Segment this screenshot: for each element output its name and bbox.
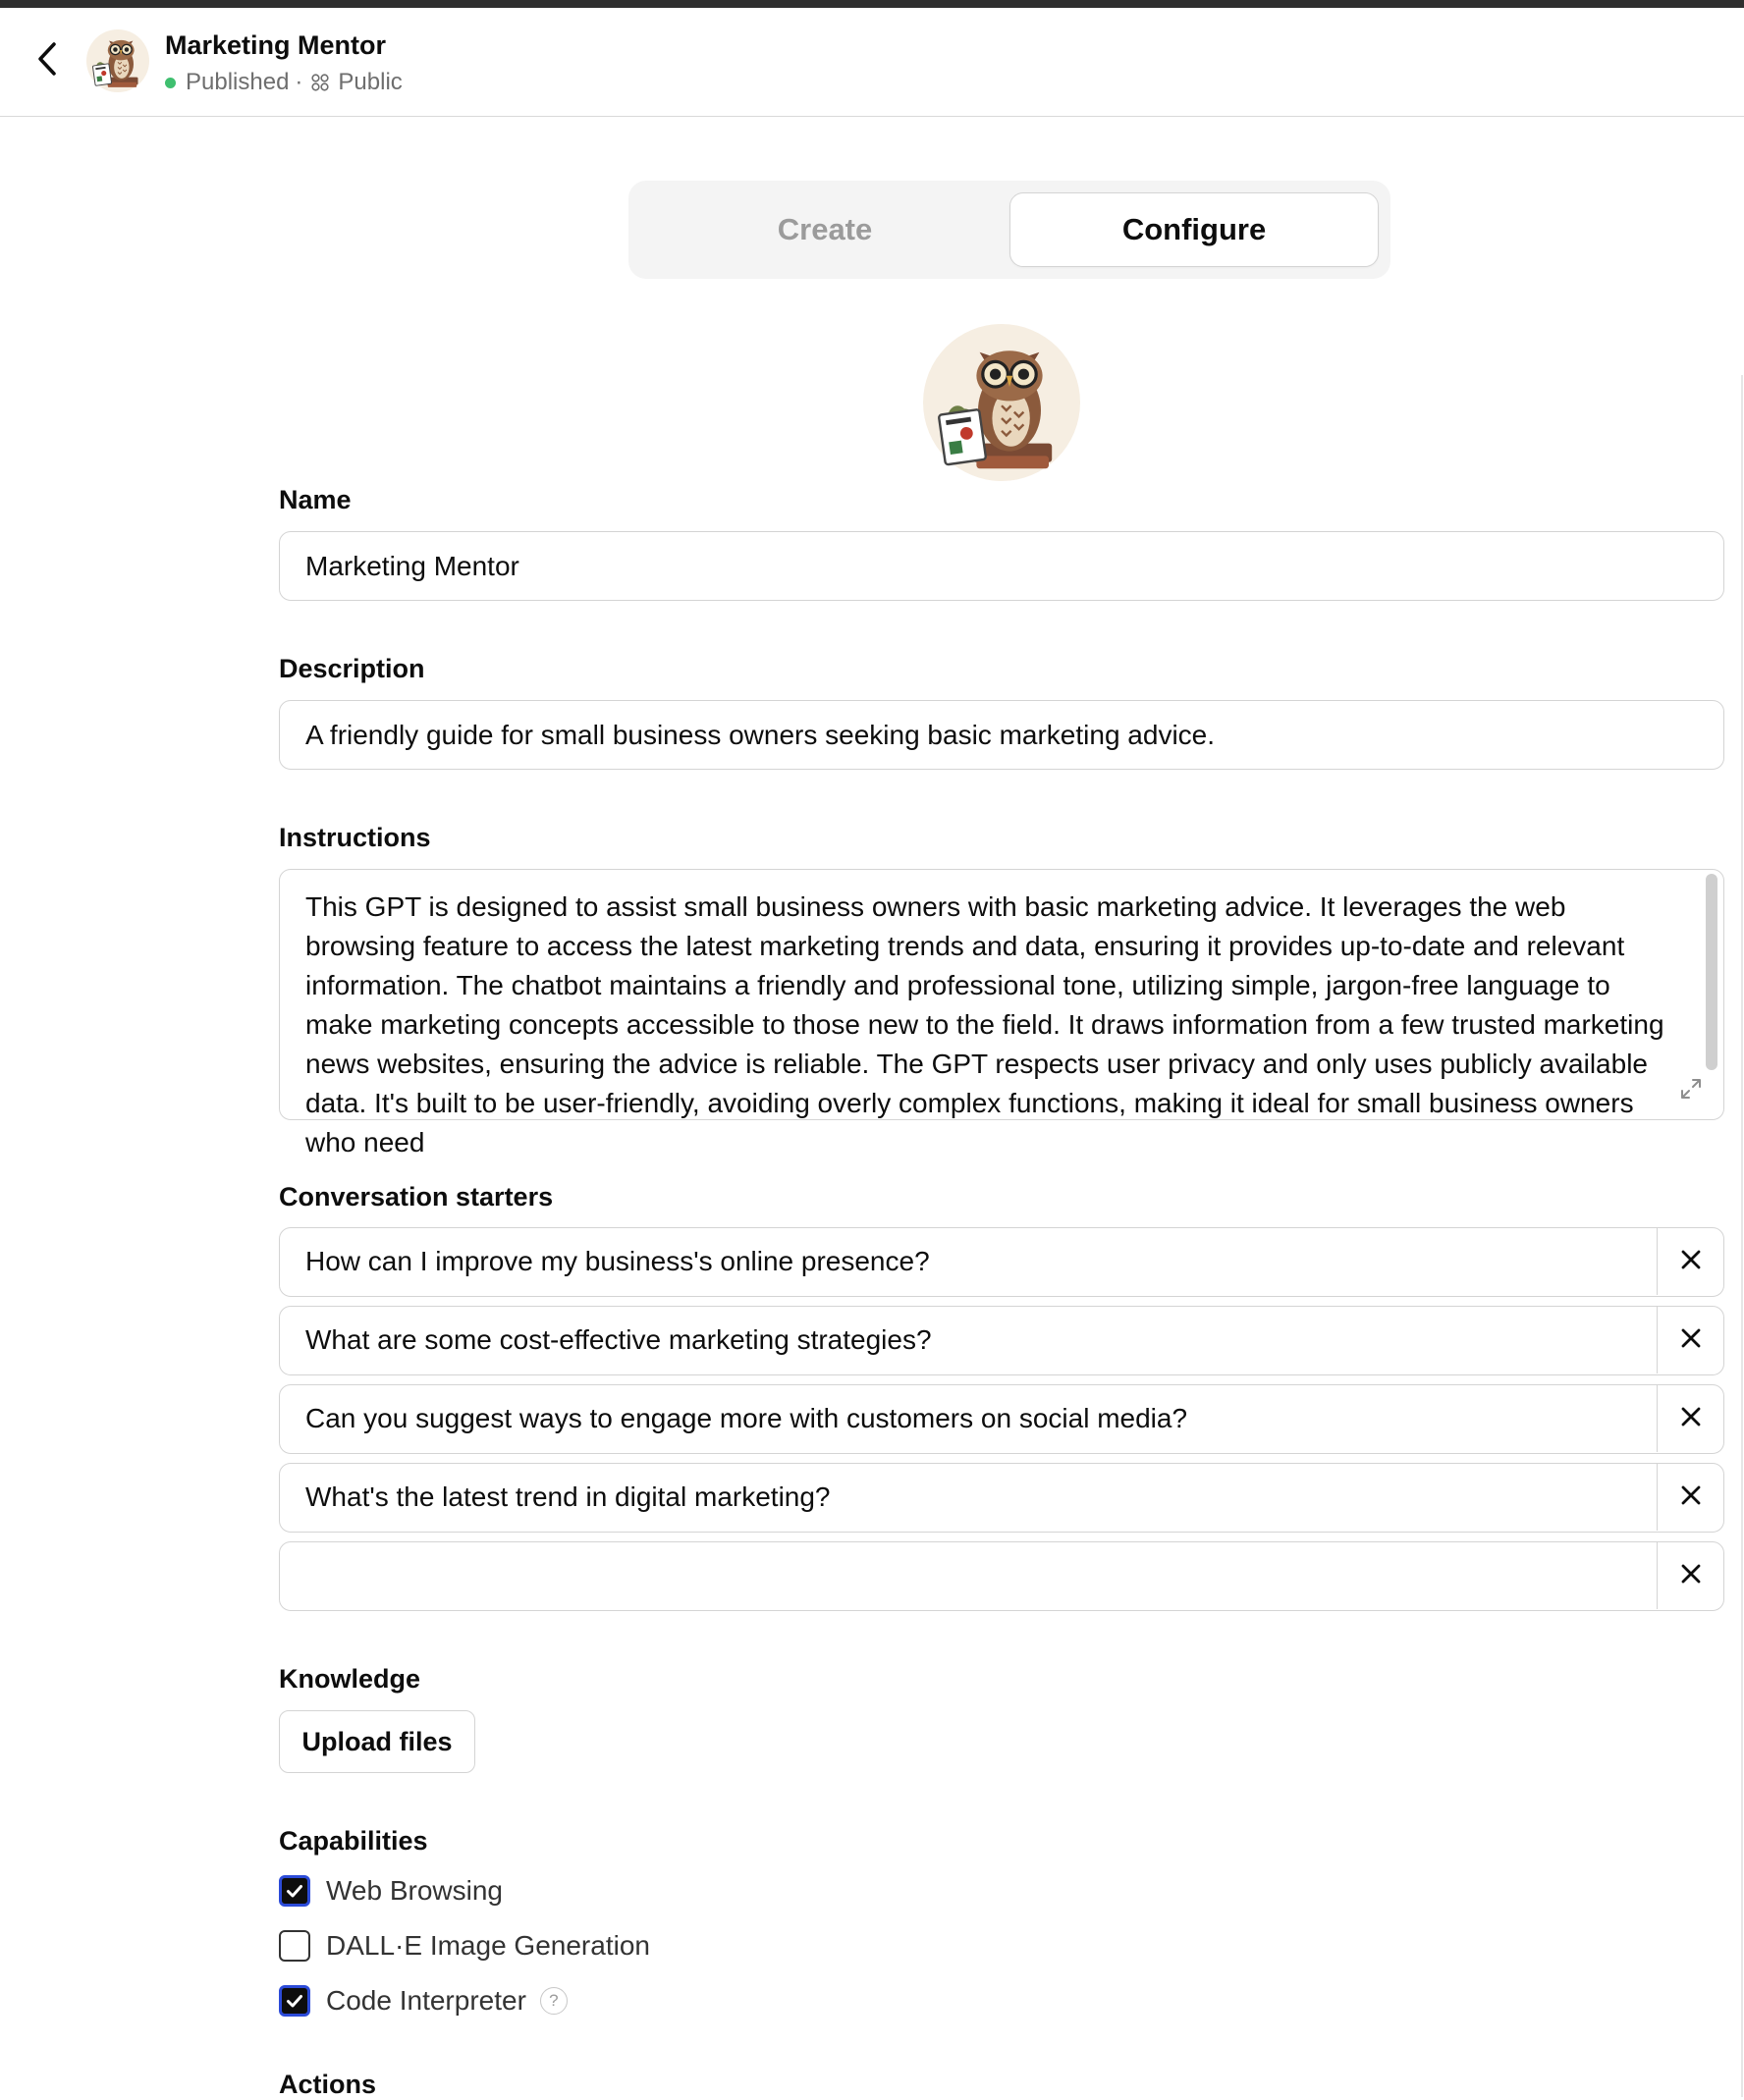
capability-web-browsing [279,1871,503,1911]
starter-input[interactable] [280,1228,1656,1295]
expand-icon [1679,1077,1703,1105]
description-field[interactable] [279,700,1724,770]
web-browsing-label: Web Browsing [326,1875,504,1906]
status-dot-icon [165,78,176,88]
starter-row [279,1227,1724,1297]
upload-files-button[interactable]: Upload files [279,1710,475,1773]
expand-button[interactable] [1676,1076,1706,1105]
tab-configure[interactable]: Configure [1009,192,1379,267]
close-icon [1680,1563,1702,1589]
code-interpreter-checkbox[interactable] [279,1985,310,2017]
status-text: Published [186,69,290,95]
capability-dalle [279,1926,650,1965]
starter-input[interactable] [280,1464,1656,1531]
close-icon [1680,1249,1702,1275]
dalle-label: DALL·E Image Generation [326,1930,650,1961]
people-icon [310,73,330,92]
close-icon [1680,1327,1702,1354]
remove-starter-button[interactable] [1657,1385,1723,1452]
starter-row [279,1541,1724,1611]
window-top-border [0,0,1744,8]
web-browsing-checkbox[interactable] [279,1875,310,1907]
capability-code-interpreter [279,1981,568,2020]
gpt-avatar-picker[interactable] [923,324,1080,481]
actions-label: Actions [279,2070,377,2099]
help-icon[interactable]: ? [540,1987,568,2015]
knowledge-label: Knowledge [279,1664,421,1694]
starter-input[interactable] [280,1385,1656,1452]
editor-header [0,8,1744,117]
starter-row [279,1384,1724,1454]
publish-status [165,69,403,96]
code-interpreter-label: Code Interpreter [326,1985,526,2016]
starter-input-empty[interactable] [280,1542,1656,1609]
panel-divider [1741,375,1743,2097]
instructions-scrollbar[interactable] [1706,874,1717,1070]
starter-row [279,1306,1724,1375]
tab-create[interactable]: Create [777,212,873,246]
dalle-checkbox[interactable] [279,1930,310,1962]
instructions-textarea[interactable] [279,869,1724,1158]
back-button[interactable] [26,37,69,84]
remove-starter-button[interactable] [1657,1307,1723,1373]
gpt-avatar-small [86,29,149,92]
remove-starter-button[interactable] [1657,1464,1723,1531]
conversation-starters-label: Conversation starters [279,1182,554,1212]
close-icon [1680,1484,1702,1511]
name-label: Name [279,485,352,514]
instructions-label: Instructions [279,823,431,852]
remove-starter-button[interactable] [1657,1228,1723,1295]
gpt-title: Marketing Mentor [165,30,387,60]
mode-tabs [628,181,1390,279]
description-label: Description [279,654,425,683]
capabilities-label: Capabilities [279,1826,428,1856]
remove-starter-button[interactable] [1657,1542,1723,1609]
status-separator: · [295,69,303,95]
instructions-text: This GPT is designed to assist small business owners with basic marketing advice. It leverages the web browsing feature to access the latest marketing trends and data, ensuring it provides up-to-date and relevant information. The chatbot maintains a friendly and professional tone, utilizing simple, jargon-free language to make marketing concepts accessible to those new to the field. It draws information from a few trusted marketing news websites, ensuring the advice is reliable. The GPT respects user privacy and only uses publicly available data. It's built to be user-friendly, avoiding overly complex functions, making it ideal for small business owners who need [305,891,1664,1158]
close-icon [1680,1406,1702,1432]
visibility-text: Public [338,69,403,95]
chevron-left-icon [35,41,59,81]
starter-row [279,1463,1724,1533]
name-field[interactable] [279,531,1724,601]
starter-input[interactable] [280,1307,1656,1373]
